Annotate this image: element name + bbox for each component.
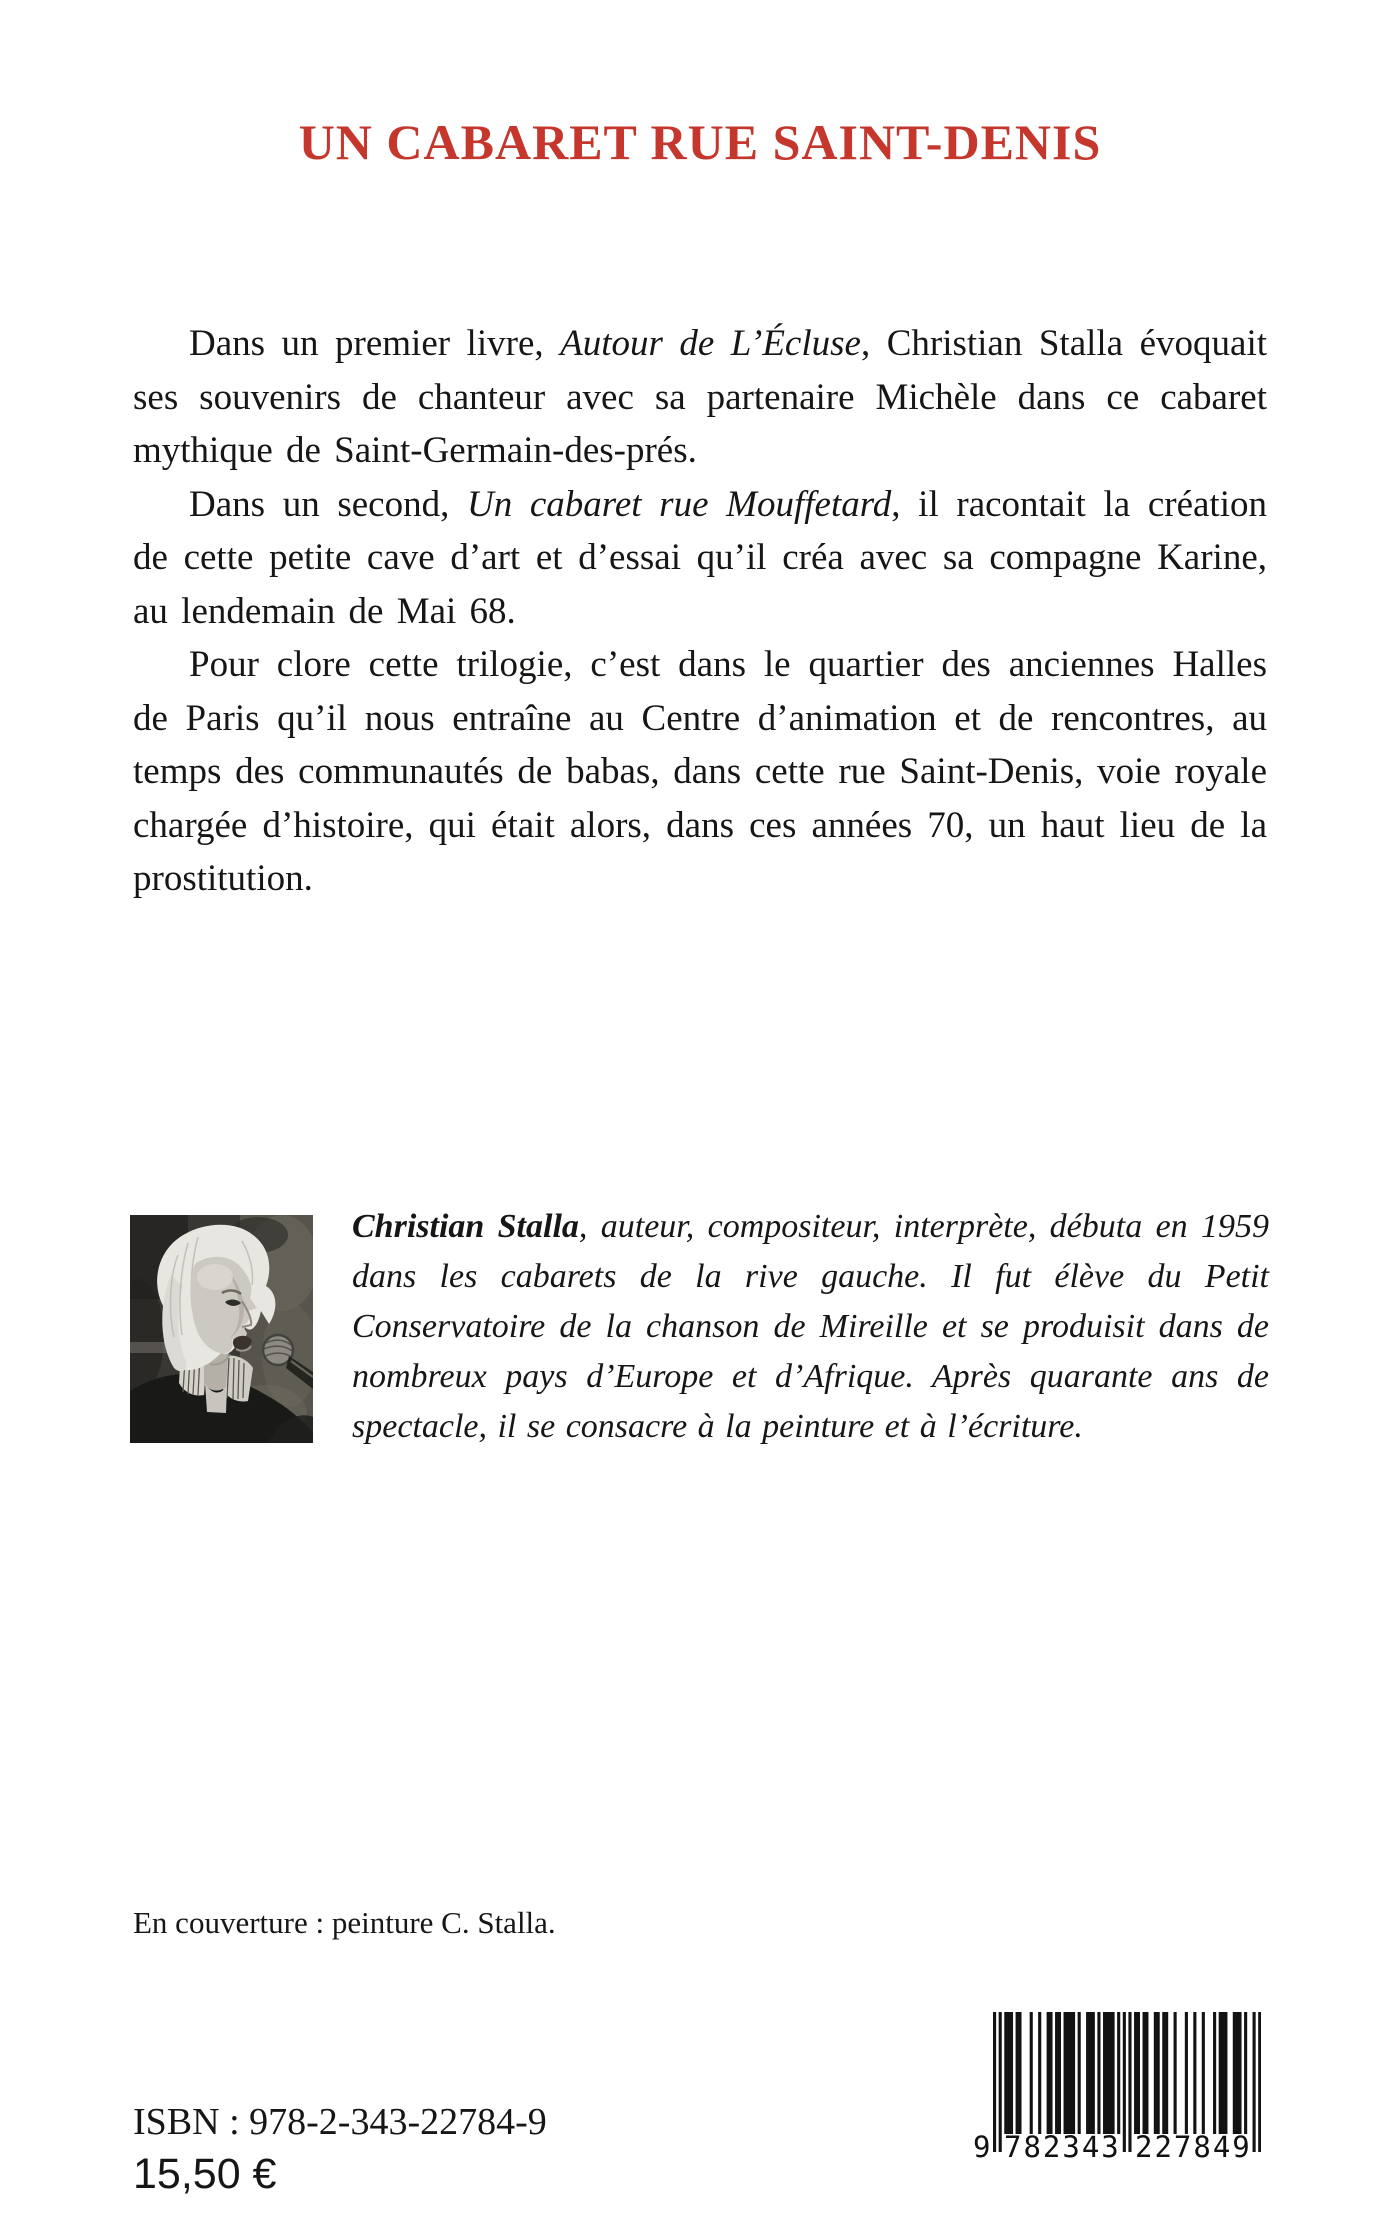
synopsis-paragraph (133, 638, 1267, 906)
paragraph-text: Dans un second, (189, 483, 467, 525)
cover-credit: En couverture : peinture C. Stalla. (133, 1905, 556, 1940)
barcode-digits-right: 227849 (1135, 2130, 1252, 2164)
price-text: 15,50 € (133, 2150, 277, 2198)
ean13-barcode (973, 2012, 1265, 2164)
paragraph-text: Dans un premier livre, (189, 323, 561, 364)
author-name: Christian Stalla (352, 1208, 579, 1245)
isbn-text: ISBN : 978-2-343-22784-9 (133, 2101, 547, 2143)
author-bio (352, 1202, 1269, 1452)
book-title: UN CABARET RUE SAINT-DENIS (298, 114, 1102, 170)
cited-book-title: Un cabaret rue Mouffetard (467, 483, 892, 525)
synopsis-paragraph (133, 317, 1267, 478)
barcode-digits (973, 2130, 1265, 2164)
author-bio-text: , auteur, compositeur, interprète, débuta en 1959 dans les cabarets de la rive gauche. Il fut élève du Petit Conservatoire de la chanson de Mireille et se produisit dans de nombreux pays d’Europe et d’Afrique. Après quarante ans de spectacle, il se consacre à la peinture et à l’écriture. (352, 1208, 1270, 1445)
barcode-digits-left: 782343 (1004, 2130, 1121, 2164)
synopsis-paragraph (133, 478, 1267, 639)
paragraph-text: , il racontait la création de cette petite cave d’art et d’essai qu’il créa avec sa compagne Karine, au lendemain de Mai 68. (133, 483, 1267, 632)
paragraph-text: Pour clore cette trilogie, c’est dans le quartier des anciennes Halles de Paris qu’il nous entraîne au Centre d’animation et de rencontres, au temps des communautés de babas, dans cette rue Saint-Denis, voie royale chargée d’histoire, qui était alors, dans ces années 70, un haut lieu de la prostitution. (133, 644, 1267, 899)
cited-book-title: Autour de L’Écluse (560, 323, 861, 364)
author-photo (130, 1215, 313, 1443)
synopsis (133, 317, 1267, 906)
paragraph-text: , Christian Stalla évoquait ses souvenirs de chanteur avec sa partenaire Michèle dans ce cabaret mythique de Saint-Germain-des-prés. (133, 323, 1267, 471)
barcode-digit-first: 9 (973, 2130, 991, 2164)
